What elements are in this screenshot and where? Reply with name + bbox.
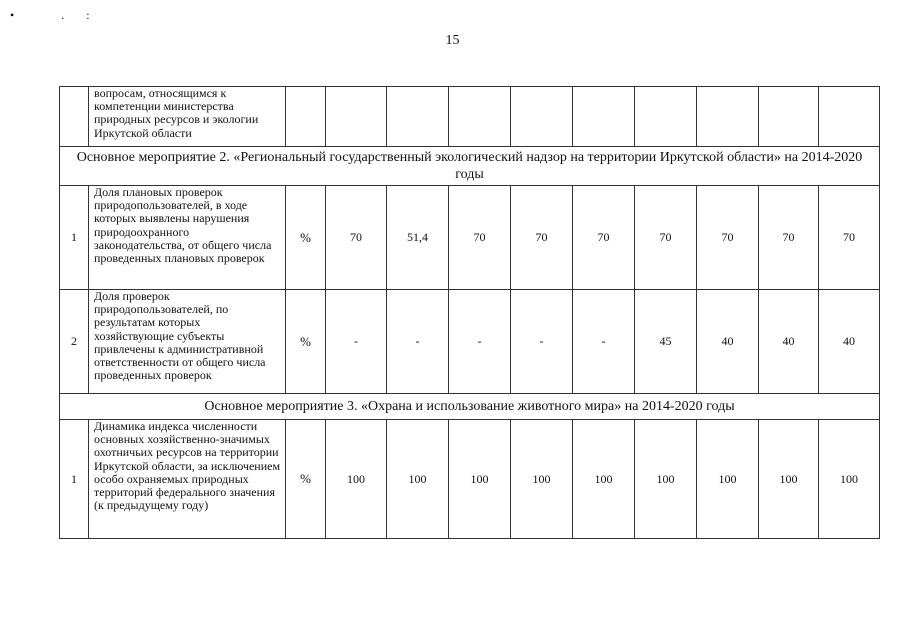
section-header-row <box>60 147 880 186</box>
value-cell: 70 <box>759 186 819 290</box>
unit-cell: % <box>286 186 326 290</box>
value-cell <box>387 87 449 147</box>
table-row-continued <box>60 87 880 147</box>
value-cell <box>759 87 819 147</box>
page-number: 15 <box>445 33 460 48</box>
row-number-cell: 1 <box>60 420 89 539</box>
corner-marks: • .: <box>10 8 112 22</box>
value-cell <box>697 87 759 147</box>
value-cell: - <box>387 290 449 394</box>
table-row <box>60 290 880 394</box>
value-cell: 100 <box>819 420 880 539</box>
value-cell <box>573 87 635 147</box>
value-cell: 70 <box>449 186 511 290</box>
value-cell <box>449 87 511 147</box>
value-cell: 100 <box>635 420 697 539</box>
unit-cell: % <box>286 420 326 539</box>
value-cell <box>326 87 387 147</box>
value-cell: 100 <box>573 420 635 539</box>
value-cell: - <box>573 290 635 394</box>
value-cell: - <box>449 290 511 394</box>
value-cell: 70 <box>511 186 573 290</box>
section-header-row <box>60 394 880 420</box>
value-cell: 100 <box>387 420 449 539</box>
table-row <box>60 420 880 539</box>
value-cell: 100 <box>697 420 759 539</box>
value-cell: 70 <box>819 186 880 290</box>
value-cell: 100 <box>449 420 511 539</box>
table-row <box>60 186 880 290</box>
value-cell: - <box>511 290 573 394</box>
row-number-cell <box>60 87 89 147</box>
indicator-name-cell: Доля проверок природопользователей, по результатам которых хозяйствующие субъекты привлечены к административной ответственности от общего числа проведенных проверок <box>89 290 286 394</box>
indicator-name-cell: Динамика индекса численности основных хозяйственно-значимых охотничьих ресурсов на территории Иркутской области, за исключением особо охраняемых природных территорий федерального значения (к предыдущему году) <box>89 420 286 539</box>
value-cell: 45 <box>635 290 697 394</box>
section-title: Основное мероприятие 3. «Охрана и использование животного мира» на 2014-2020 годы <box>60 394 880 420</box>
unit-cell: % <box>286 290 326 394</box>
value-cell: - <box>326 290 387 394</box>
indicator-name-cell: вопросам, относящимся к компетенции министерства природных ресурсов и экологии Иркутской области <box>89 87 286 147</box>
value-cell: 40 <box>819 290 880 394</box>
section-title: Основное мероприятие 2. «Региональный государственный экологический надзор на территории Иркутской области» на 2014-2020 годы <box>60 147 880 186</box>
value-cell <box>635 87 697 147</box>
value-cell: 70 <box>573 186 635 290</box>
value-cell: 51,4 <box>387 186 449 290</box>
value-cell: 40 <box>759 290 819 394</box>
indicators-table <box>59 86 880 539</box>
value-cell: 100 <box>511 420 573 539</box>
indicator-name-cell: Доля плановых проверок природопользователей, в ходе которых выявлены нарушения природоохранного законодательства, от общего числа проведенных плановых проверок <box>89 186 286 290</box>
value-cell <box>511 87 573 147</box>
unit-cell <box>286 87 326 147</box>
value-cell: 100 <box>759 420 819 539</box>
value-cell: 70 <box>697 186 759 290</box>
row-number-cell: 2 <box>60 290 89 394</box>
value-cell <box>819 87 880 147</box>
value-cell: 70 <box>326 186 387 290</box>
value-cell: 40 <box>697 290 759 394</box>
value-cell: 100 <box>326 420 387 539</box>
row-number-cell: 1 <box>60 186 89 290</box>
value-cell: 70 <box>635 186 697 290</box>
